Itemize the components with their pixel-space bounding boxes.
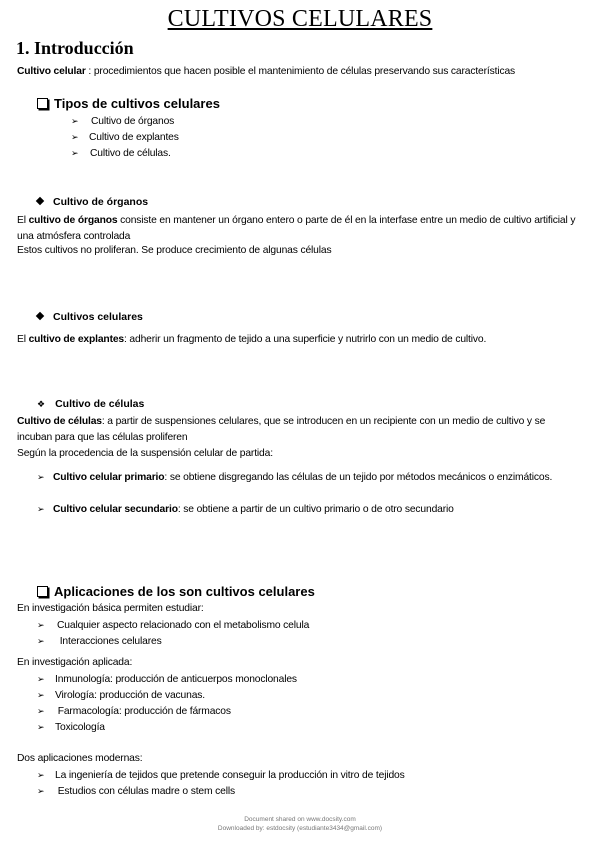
procedencia-text: Según la procedencia de la suspensión celular de partida: <box>17 448 273 459</box>
arrow-bullet-icon: ➢ <box>37 674 45 684</box>
organos-paragraph: El cultivo de órganos consiste en mantener un órgano entero o parte de él en la interfase entre un medio de cultivo artificial y una atmósfera controlada <box>17 215 576 242</box>
arrow-bullet-icon: ➢ <box>71 116 79 126</box>
list-item-primario: ➢ Cultivo celular primario: se obtiene disgregando las células de un tejido por métodos mecánicos o enzimáticos. <box>37 472 553 483</box>
list-item: ➢ Cultivo de células. <box>71 148 171 159</box>
section-heading-introduccion: 1. Introducción <box>16 38 134 58</box>
list-item: ➢ Toxicología <box>37 722 105 733</box>
arrow-bullet-icon: ➢ <box>37 786 45 796</box>
aplicaciones-heading: Aplicaciones de los son cultivos celulares <box>37 584 315 599</box>
arrow-bullet-icon: ➢ <box>71 132 79 142</box>
list-item-secundario: ➢ Cultivo celular secundario: se obtiene a partir de un cultivo primario o de otro secundario <box>37 504 454 515</box>
checkbox-bullet-icon <box>37 98 48 109</box>
arrow-bullet-icon: ➢ <box>37 706 45 716</box>
list-item: ➢ La ingeniería de tejidos que pretende conseguir la producción in vitro de tejidos <box>37 770 405 781</box>
page-title: CULTIVOS CELULARES <box>167 6 433 32</box>
arrow-bullet-icon: ➢ <box>37 472 45 482</box>
diamond-bullet-icon <box>36 312 44 320</box>
intro-paragraph <box>17 66 515 77</box>
arrow-bullet-icon: ➢ <box>37 636 45 646</box>
list-item: ➢ Cultivo de órganos <box>71 116 175 127</box>
intro-definition: : procedimientos que hacen posible el mantenimiento de células preservando sus características <box>85 66 516 77</box>
footer-shared: Document shared on www.docsity.com <box>244 816 356 823</box>
list-item: ➢ Virología: producción de vacunas. <box>37 690 205 701</box>
list-item: ➢ Interacciones celulares <box>37 636 162 647</box>
arrow-bullet-icon: ➢ <box>71 148 79 158</box>
list-item: ➢ Estudios con células madre o stem cells <box>37 786 235 797</box>
list-item: ➢ Cualquier aspecto relacionado con el metabolismo celula <box>37 620 310 631</box>
checkbox-bullet-icon <box>37 586 48 597</box>
footer-downloaded: Downloaded by: estdocsity (estudiante3434@gmail.com) <box>217 825 383 832</box>
list-item: ➢ Cultivo de explantes <box>71 132 179 143</box>
tipos-heading <box>37 96 220 111</box>
term-cultivo-celular: Cultivo celular <box>17 66 86 77</box>
celulas-paragraph: Cultivo de células: a partir de suspensiones celulares, que se introducen en un recipiente con un medio de cultivo y se incuban para que las células proliferen <box>17 416 546 443</box>
term-cultivo-organos: cultivo de órganos <box>28 215 118 226</box>
arrow-bullet-icon: ➢ <box>37 722 45 732</box>
basica-label: En investigación básica permiten estudiar: <box>17 603 204 614</box>
tipos-heading-text: Tipos de cultivos celulares <box>54 96 220 111</box>
organos-heading: Cultivo de órganos <box>37 196 148 208</box>
arrow-bullet-icon: ➢ <box>37 690 45 700</box>
aplicada-label: En investigación aplicada: <box>17 657 133 668</box>
fleur-bullet-icon: ❖ <box>37 399 46 409</box>
arrow-bullet-icon: ➢ <box>37 504 45 514</box>
explantes-heading: Cultivos celulares <box>37 311 143 323</box>
organos-note: Estos cultivos no proliferan. Se produce crecimiento de algunas células <box>17 245 332 256</box>
term-cultivo-celulas: Cultivo de células <box>17 416 102 427</box>
explantes-paragraph: El cultivo de explantes: adherir un fragmento de tejido a una superficie y nutrirlo con un medio de cultivo. <box>17 334 487 345</box>
arrow-bullet-icon: ➢ <box>37 770 45 780</box>
list-item: ➢ Inmunología: producción de anticuerpos monoclonales <box>37 674 297 685</box>
arrow-bullet-icon: ➢ <box>37 620 45 630</box>
diamond-bullet-icon <box>36 197 44 205</box>
list-item: ➢ Farmacología: producción de fármacos <box>37 706 231 717</box>
celulas-heading: ❖ Cultivo de células <box>37 398 145 410</box>
term-cultivo-explantes: cultivo de explantes <box>28 334 125 345</box>
modernas-label: Dos aplicaciones modernas: <box>17 753 143 764</box>
